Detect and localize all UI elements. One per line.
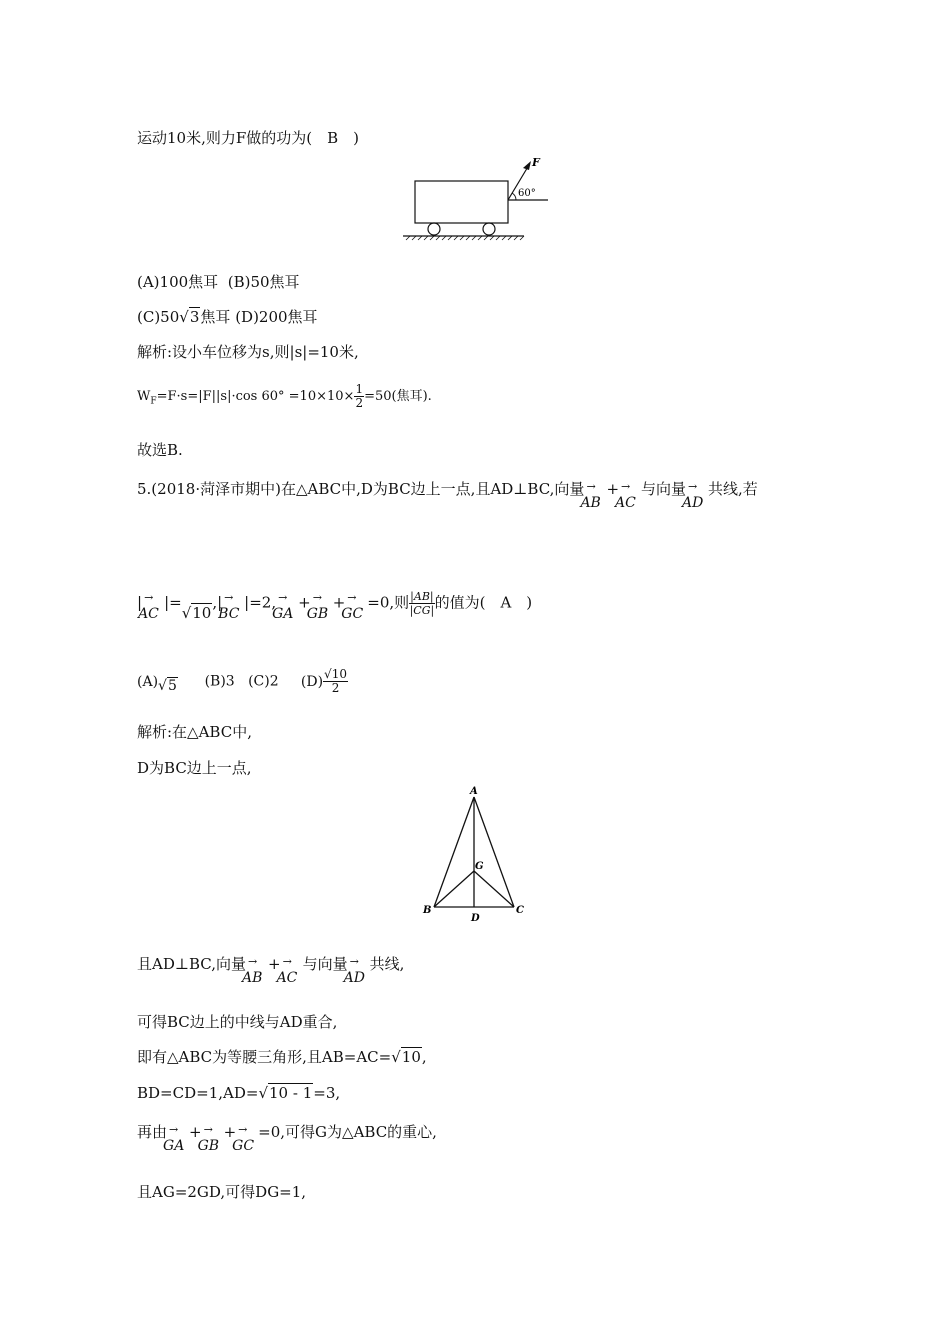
vector-ac: → AC — [138, 591, 159, 622]
sqrt-3: √3 — [179, 308, 200, 326]
vector-ad: → AD — [682, 480, 704, 511]
vector-ab: → AB — [241, 955, 263, 986]
vector-ga: → GA — [163, 1123, 185, 1154]
q5-solution-3: 且AD⊥BC,向量 → AB + → AC 与向量 → AD 共线, — [137, 955, 405, 986]
vector-ga: → GA — [272, 591, 294, 622]
vertex-c-label: C — [516, 905, 524, 916]
q5-solution-6: BD=CD=1,AD=√10 - 1=3, — [137, 1084, 341, 1102]
q4-solution-3: 故选B. — [137, 441, 183, 459]
q5-solution-2: D为BC边上一点, — [137, 759, 252, 777]
point-d-label: D — [471, 913, 480, 924]
q5-stem: 5.(2018·菏泽市期中)在△ABC中,D为BC边上一点,且AD⊥BC,向量 → AB + → AC 与向量 → AD 共线,若 — [137, 480, 758, 511]
q4-option-a: (A)100焦耳 — [137, 273, 219, 291]
vertex-b-label: B — [423, 905, 432, 916]
vector-ac: → AC — [276, 955, 298, 986]
fraction-half: $\frac{1}{2}$ — [355, 382, 364, 410]
q4-stem: 运动10米,则力F做的功为( B ) — [137, 129, 359, 147]
q4-solution-2: $W_F=F\cdot s=|F||s|\cdot\cos$ 60° =10×10× $\frac{1}{2}$ =50(焦耳). — [137, 382, 432, 410]
angle-label: 60° — [518, 188, 536, 199]
force-label: F — [532, 156, 540, 169]
vector-gc: → GC — [341, 591, 364, 622]
q5-option-b: (B)3 — [204, 673, 235, 690]
sqrt-9: √10 - 1 — [258, 1084, 313, 1102]
vector-ac: → AC — [615, 480, 636, 511]
q5-solution-8: 且AG=2GD,可得DG=1, — [137, 1183, 307, 1201]
q5-solution-7: 再由 → GA + → GB + → GC =0,可得G为△ABC的重心, — [137, 1123, 437, 1154]
q5-solution-1: 解析:在△ABC中, — [137, 723, 252, 741]
triangle-figure — [418, 783, 530, 929]
vector-gb: → GB — [197, 1123, 220, 1154]
q4-options-row1 — [137, 272, 300, 292]
q5-options — [137, 668, 348, 695]
q5-option-a: (A)√5 — [137, 673, 177, 694]
q4-option-b: (B)50焦耳 — [227, 273, 300, 291]
vector-gc: → GC — [232, 1123, 255, 1154]
vertex-a-label: A — [470, 786, 478, 797]
q5-solution-5: 即有△ABC为等腰三角形,且AB=AC=√10, — [137, 1048, 427, 1066]
vector-ab: → AB — [580, 480, 601, 511]
vector-bc: → BC — [218, 591, 240, 622]
q4-option-c: (C)50 — [137, 308, 180, 326]
q4-option-d: (D)200焦耳 — [235, 308, 318, 326]
sqrt-10: √10 — [181, 603, 212, 622]
q4-solution-1: 解析:设小车位移为s,则|s|=10米, — [137, 343, 359, 361]
vector-gb: → GB — [306, 591, 329, 622]
q5-option-d: (D) $\frac{√10}{2}$ — [300, 667, 347, 695]
cart-force-figure — [400, 155, 560, 245]
sqrt-10: √10 — [391, 1048, 421, 1066]
q4-options-row2: (C)50√3焦耳 (D)200焦耳 — [137, 308, 318, 326]
ratio-fraction: $\frac{|AB|}{|CG|}$ — [409, 590, 435, 617]
q5-option-c: (C)2 — [248, 673, 279, 690]
q5-conditions: | → AC |=√10,| → BC |=2, → GA + → GB + → GC =0,则 $\frac{|AB|}{|CG|}$ 的值为( A ) — [137, 590, 533, 622]
vector-ad: → AD — [343, 955, 365, 986]
q5-solution-4: 可得BC边上的中线与AD重合, — [137, 1013, 338, 1031]
point-g-label: G — [475, 861, 484, 872]
